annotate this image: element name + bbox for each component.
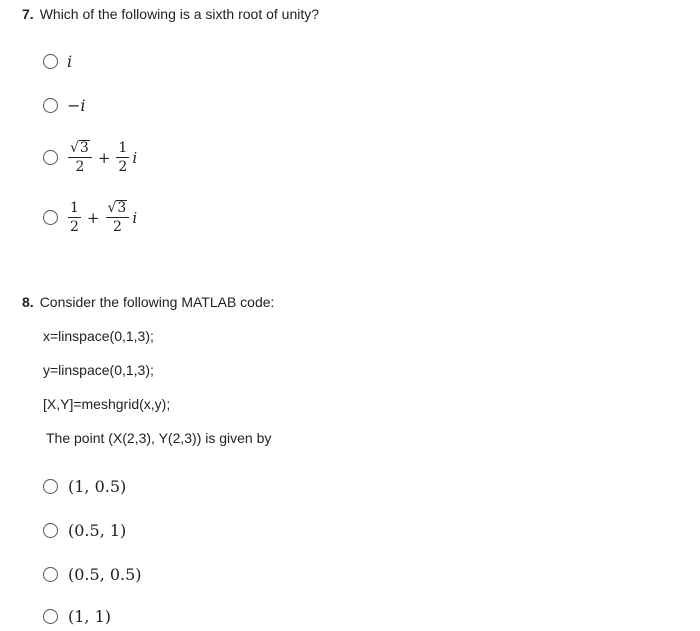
- q8-option-c[interactable]: [43, 565, 142, 584]
- q8-option-b-radio[interactable]: [43, 523, 58, 538]
- q8-option-a[interactable]: [43, 477, 126, 496]
- q8-option-b-label: (0.5, 1): [68, 521, 127, 540]
- q8-option-d-label: (1, 1): [68, 607, 112, 626]
- q7-option-d-label: $\frac{1}{2}$ + √ 3 2 i: [70, 200, 138, 236]
- question-8-number: 8.: [22, 294, 34, 310]
- q8-option-b[interactable]: [43, 521, 126, 540]
- q7-option-c-radio[interactable]: [43, 150, 58, 165]
- question-8-prompt: Consider the following MATLAB code:: [39, 294, 275, 310]
- q7-option-d[interactable]: [43, 200, 137, 235]
- q8-option-a-radio[interactable]: [43, 479, 58, 494]
- q7-option-b[interactable]: [43, 96, 86, 115]
- q8-option-c-label: (0.5, 0.5): [68, 565, 142, 584]
- question-8-heading: [22, 294, 274, 310]
- q7-option-a-radio[interactable]: [43, 54, 58, 69]
- code-line-2: y=linspace(0,1,3);: [43, 362, 154, 378]
- q7-option-c[interactable]: [43, 140, 137, 175]
- question-7-number: 7.: [22, 6, 34, 22]
- question-7-prompt: Which of the following is a sixth root of unity?: [39, 6, 320, 22]
- q7-option-b-radio[interactable]: [43, 98, 58, 113]
- q7-option-c-frac1: √ 3 2: [68, 140, 92, 175]
- code-line-1: x=linspace(0,1,3);: [43, 328, 154, 344]
- q8-option-d-radio[interactable]: [43, 609, 58, 624]
- q8-option-c-radio[interactable]: [43, 567, 58, 582]
- q7-option-d-radio[interactable]: [43, 210, 58, 225]
- q7-option-c-frac2: $\frac{1}{2}$: [118, 140, 128, 176]
- question-7-heading: [22, 6, 319, 22]
- q7-option-d-frac1: $\frac{1}{2}$: [70, 200, 79, 236]
- q8-option-a-label: (1, 0.5): [68, 477, 127, 496]
- question-8-question: The point (X(2,3), Y(2,3)) is given by: [46, 430, 272, 446]
- q8-option-d[interactable]: [43, 607, 111, 626]
- q7-option-b-label: −i: [67, 96, 86, 115]
- code-line-3: [X,Y]=meshgrid(x,y);: [43, 396, 171, 412]
- q7-option-a-label: i: [67, 52, 73, 71]
- q7-option-c-label: √ 3 2 + $\frac{1}{2}$ i: [70, 140, 138, 176]
- q7-option-d-frac2: √ 3 2: [106, 200, 130, 235]
- q7-option-a[interactable]: [43, 52, 72, 71]
